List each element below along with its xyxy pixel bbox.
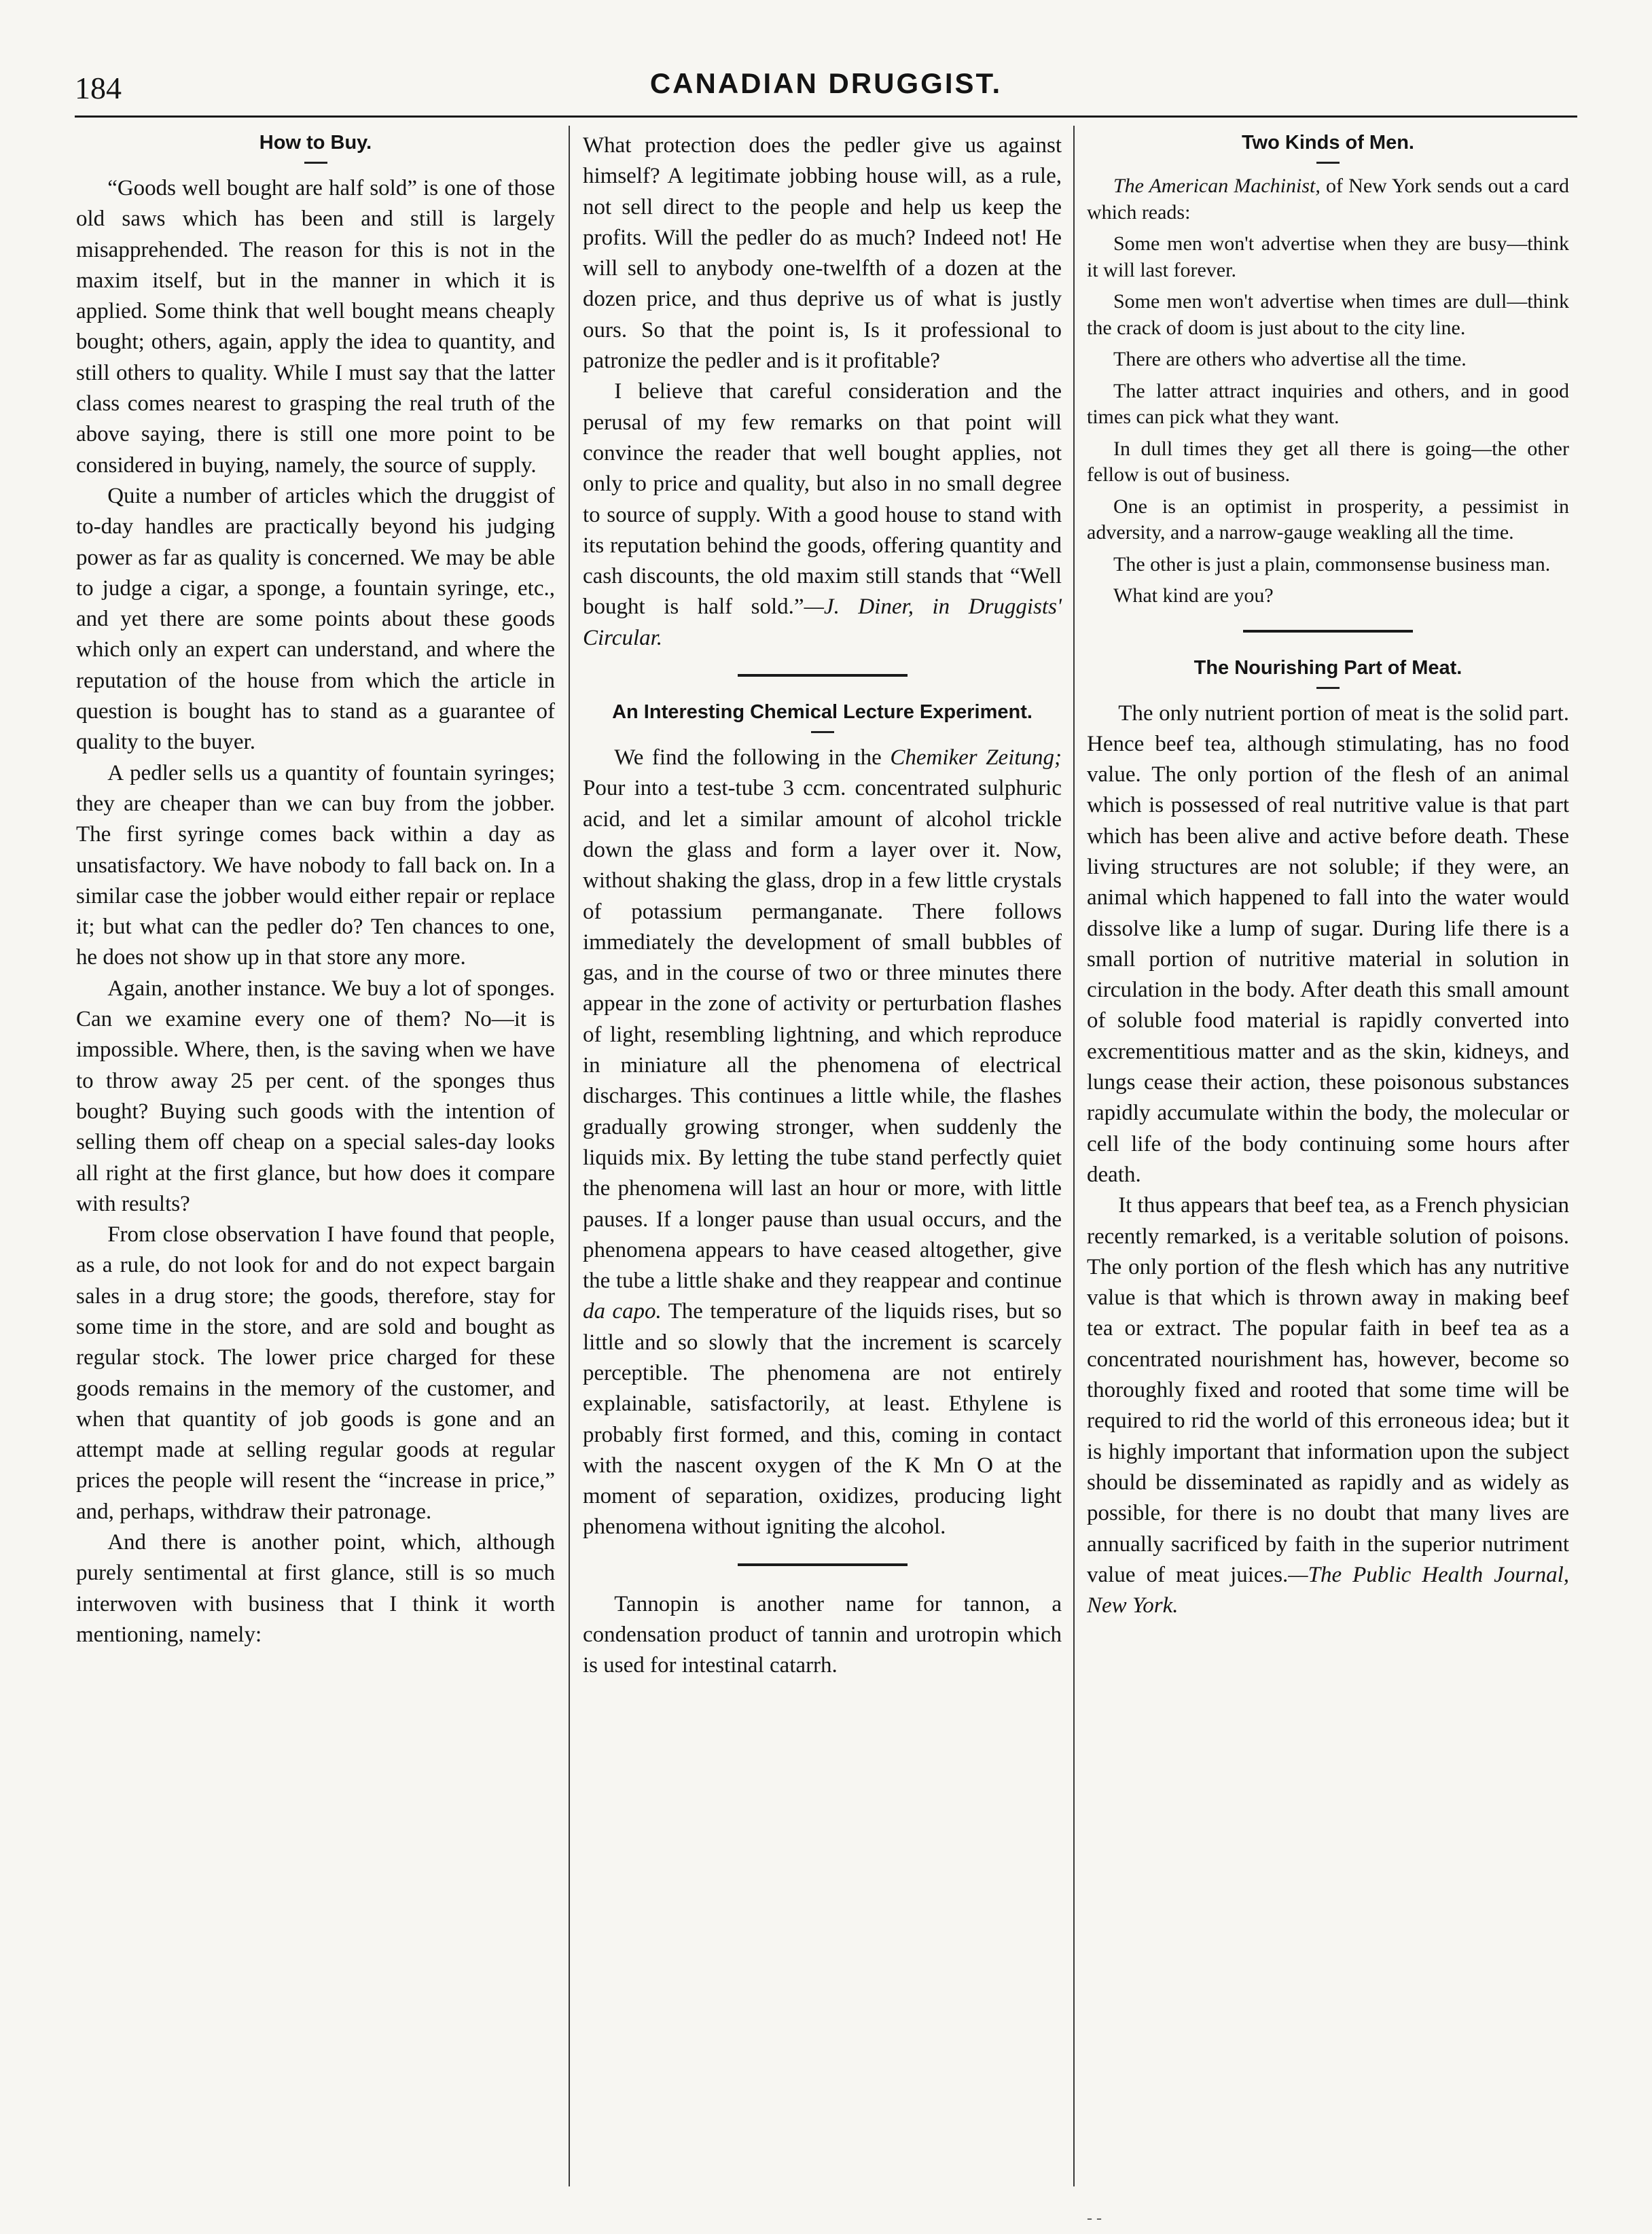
paragraph: What protection does the pedler give us against himself? A legitimate jobbing house will, as a rule, not sell direct to the people and help us keep the profits. Will the pedler do as much? Indeed not! He will sell to anybody one-twelfth of a dozen at the dozen price, and thus deprive us of what is justly ours. So that the point is, Is it professional to patronize the pedler and is it profitable? (583, 133, 1062, 374)
list-item: One is an optimist in prosperity, a pessimist in adversity, and a narrow-gauge weakling all the time. (1087, 495, 1569, 544)
meat-source: —The Public Health Journal, New York. (1087, 1562, 1569, 1618)
paragraph (583, 743, 1062, 1543)
article-title-nourishing-meat: The Nourishing Part of Meat. (1193, 656, 1462, 679)
column-3 (1087, 130, 1569, 1621)
lecture-intro: We find the following in the (614, 745, 882, 770)
list-item: The other is just a plain, commonsense business man. (1113, 552, 1551, 575)
article-title-how-to-buy: How to Buy. (259, 132, 372, 154)
article-title-chemical-lecture: An Interesting Chemical Lecture Experiment. (612, 701, 1032, 724)
lecture-body-2: The temperature of the liquids rises, but so little and so slowly that the increment is scarcely perceptible. The phenomena are not entirely explainable, satisfactorily, at least. Ethylene is probably first formed, and this, coming in contact with the nascent oxygen of the K Mn O at the moment of separation, oxidizes, producing light phenomena without igniting the alcohol. (583, 1299, 1062, 1540)
intro-source: The American Machinist, (1113, 175, 1321, 197)
footer-mark: - - (1087, 2210, 1102, 2227)
section-divider (1243, 630, 1413, 633)
lecture-source: Chemiker Zeitung; (890, 745, 1062, 770)
column-rule-2 (1073, 126, 1075, 2186)
list-item: Some men won't advertise when times are dull—think the crack of doom is just about to the city line. (1087, 290, 1569, 339)
title-dash (1316, 162, 1340, 164)
article-title-two-kinds-of-men: Two Kinds of Men. (1242, 132, 1414, 154)
column-1 (76, 130, 555, 1650)
list-item: Some men won't advertise when they are busy—think it will last forever. (1087, 232, 1569, 281)
paragraph: “Goods well bought are half sold” is one of those old saws which has been and still is largely misapprehended. The reason for this is not in the maxim itself, but in the manner in which it is applied. Some think that well bought means cheaply bought; others, again, apply the idea to quantity, and still others to quality. While I must say that the latter class comes nearest to grasping the real truth of the above saying, there is still one more point to be considered in buying, namely, the source of supply. (76, 176, 555, 478)
tannopin-note: Tannopin is another name for tannon, a condensation product of tannin and urotropin which is used for intestinal catarrh. (583, 1591, 1062, 1678)
da-capo: da capo. (583, 1299, 662, 1324)
paragraph (1087, 1190, 1569, 1621)
two-kinds-list (1087, 173, 1569, 609)
page-header (75, 65, 1577, 119)
list-item: In dull times they get all there is going—the other fellow is out of business. (1087, 437, 1569, 486)
intro-rest: of New York sends out a card which reads: (1087, 175, 1570, 224)
paragraph (583, 376, 1062, 654)
column-2 (583, 130, 1062, 1682)
column-rule-1 (569, 126, 570, 2186)
title-dash (1316, 687, 1340, 689)
lecture-body-1: Pour into a test-tube 3 ccm. concentrated sulphuric acid, and let a similar amount of alcohol trickle down the glass and form a layer over it. Now, without shaking the glass, drop in a few little crystals of potassium permanganate. There follows immediately the development of small bubbles of gas, and in the course of two or three minutes there appear in the zone of activity or perturbation flashes of light, resembling lightning, and which reproduce in miniature all the phenomena of electrical discharges. This continues a little while, the flashes gradually growing stronger, when suddenly the liquids mix. By letting the tube stand perfectly quiet the phenomena will last an hour or more, with little pauses. If a longer pause than usual occurs, and the phenomena appears to have ceased altogether, give the tube a little shake and they reappear and continue (583, 776, 1062, 1294)
paragraph (1087, 173, 1569, 226)
title-dash (811, 731, 834, 733)
section-divider (738, 674, 908, 677)
running-head: CANADIAN DRUGGIST. (649, 67, 1003, 99)
list-item: There are others who advertise all the time. (1113, 348, 1467, 370)
paragraph-text: It thus appears that beef tea, as a French physician recently remarked, is a veritable solution of poisons. The only portion of the flesh which has any nutritive value is that which is thrown away in making beef tea or extract. The popular faith in beef tea as a concentrated nourishment has, however, become so thoroughly fixed and rooted that some time will be required to rid the world of this erroneous idea; but it is highly important that information upon the subject should be disseminated as rapidly and as widely as possible, for there is no doubt that many lives are annually sacrificed by faith in the superior nutriment value of meat juices. (1087, 1193, 1569, 1587)
paragraph: Again, another instance. We buy a lot of sponges. Can we examine every one of them? No—it is impossible. Where, then, is the saving when we have to throw away 25 per cent. of the sponges thus bought? Buying such goods with the intention of selling them off cheap on a special sales-day looks all right at the first glance, but how does it compare with results? (76, 976, 555, 1216)
byline: —J. Diner, in Druggists' Circular. (583, 595, 1062, 650)
paragraph: A pedler sells us a quantity of fountain syringes; they are cheaper than we can buy from the jobber. The first syringe comes back within a day as unsatisfactory. We have nobody to fall back on. In a similar case the jobber would either repair or replace it; but what can the pedler do? Ten chances to one, he does not show up in that store any more. (76, 760, 555, 970)
paragraph: Quite a number of articles which the druggist of to-day handles are practically beyond his judging power as far as quality is concerned. We may be able to judge a cigar, a sponge, a fountain syringe, etc., and yet there are some points about these goods which only an expert can understand, and where the reputation of the house from which the article in question is bought has to stand as a guarantee of quality to the buyer. (76, 483, 555, 755)
paragraph: The only nutrient portion of meat is the solid part. Hence beef tea, although stimulating, has no food value. The only portion of the flesh of an animal which is possessed of real nutritive value is that part which has been alive and active before death. These living structures are not soluble; if they were, an animal which happened to fall into the water would dissolve like a lump of sugar. During life there is a small portion of nutritive material in solution in circulation in the body. After death this small amount of soluble food material is rapidly converted into excrementitious matter and as the skin, kidneys, and lungs cease their action, these poisonous substances rapidly accumulate within the body, the molecular or cell life of the body continuing some hours after death. (1087, 701, 1569, 1187)
paragraph-text: I believe that careful consideration and the perusal of my few remarks on that point will convince the reader that well bought applies, not only to price and quality, but also in no small degree to source of supply. With a good house to stand with its reputation behind the goods, offering quantity and cash discounts, the old maxim still stands that “Well bought is half sold.” (583, 379, 1062, 620)
paragraph: And there is another point, which, although purely sentimental at first glance, still is so much interwoven with business that I think it worth mentioning, namely: (76, 1530, 555, 1647)
paragraph: From close observation I have found that people, as a rule, do not look for and do not expect bargain sales in a drug store; the goods, therefore, stay for some time in the store, and are sold and bought as regular stock. The lower price charged for these goods remains in the memory of the customer, and when that quantity of job goods is gone and an attempt made at selling regular goods at regular prices the people will resent the “increase in price,” and, perhaps, withdraw their patronage. (76, 1222, 555, 1524)
header-rule (75, 116, 1577, 118)
page-number: 184 (75, 71, 122, 105)
title-dash (304, 162, 327, 164)
list-item: What kind are you? (1113, 584, 1274, 607)
list-item: The latter attract inquiries and others, and in good times can pick what they want. (1087, 379, 1569, 428)
section-divider (738, 1563, 908, 1566)
